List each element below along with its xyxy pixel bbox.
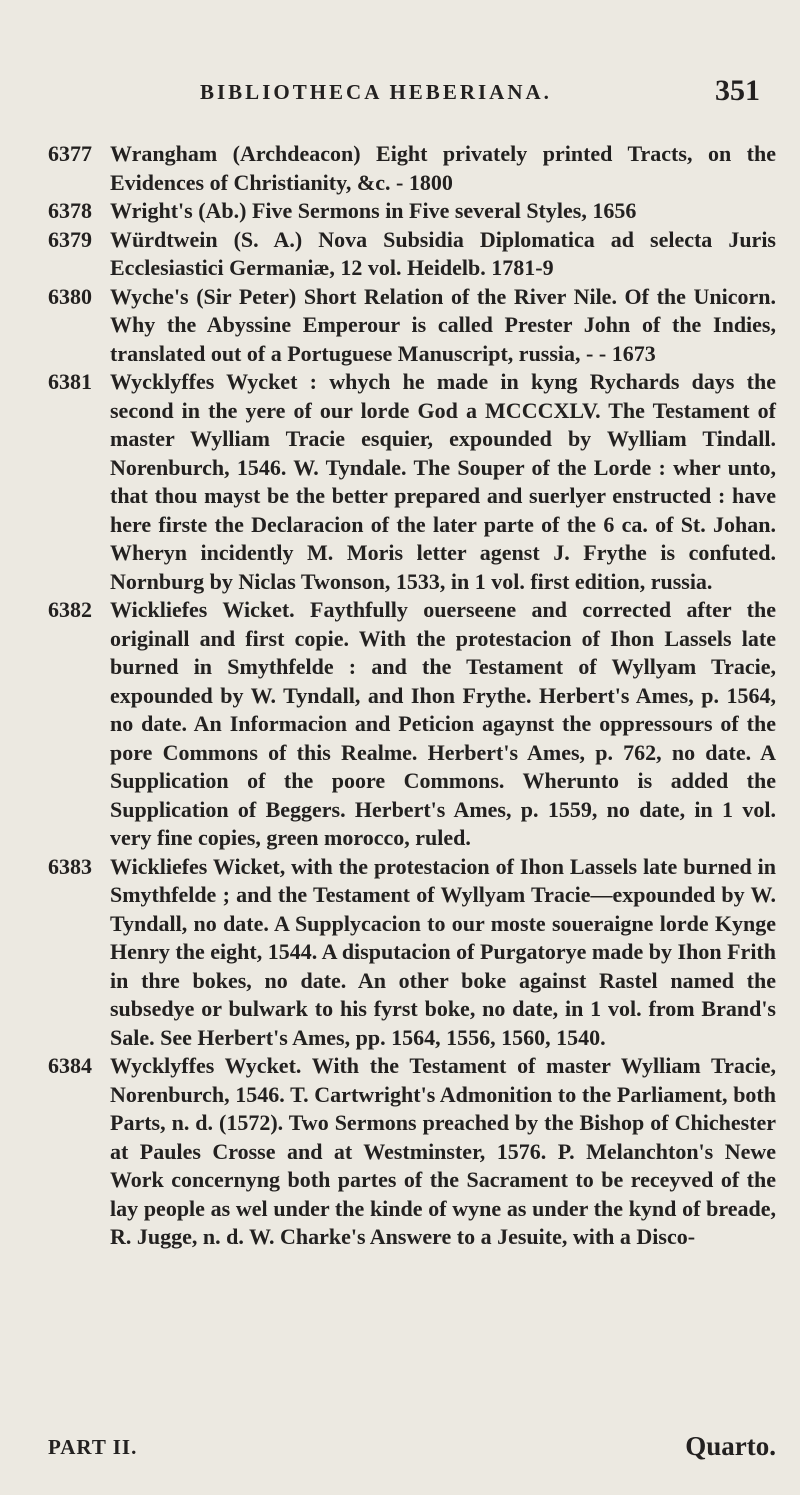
page-footer <box>48 1431 776 1467</box>
catalogue-entry <box>48 596 776 853</box>
entry-text: Wycklyffes Wycket : whych he made in kyng Rychards days the second in the yere of our lorde God a MCCCXLV. The Testament of master Wylliam Tracie esquier, expounded by Wylliam Tindall. Norenburch, 1546. W. Tyndale. The Souper of the Lorde : wher unto, that thou mayst be the better prepared and suerlyer enstructed : have here firste the Declaracion of the later parte of the 6 ca. of St. Johan. Wheryn incidently M. Moris letter agenst J. Frythe is confuted. Nornburg by Niclas Twonson, 1533, in 1 vol. first edition, russia. <box>110 369 776 594</box>
entry-text: Würdtwein (S. A.) Nova Subsidia Diplomatica ad selecta Juris Ecclesiastici Germaniæ, 12 vol. Heidelb. 1781-9 <box>110 226 776 280</box>
entry-number: 6381 <box>48 369 92 394</box>
entry-text: Wyche's (Sir Peter) Short Relation of the River Nile. Of the Unicorn. Why the Abyssine Emperour is called Prester John of the Indies, translated out of a Portuguese Manuscript, russia, - - 1673 <box>110 283 776 366</box>
page-number: 351 <box>715 74 760 107</box>
entry-number: 6378 <box>48 198 92 223</box>
entry-number: 6382 <box>48 597 92 622</box>
catalogue-entry <box>48 853 776 1053</box>
entry-number: 6380 <box>48 283 92 309</box>
running-title: BIBLIOTHECA HEBERIANA. <box>200 80 552 104</box>
entry-number: 6379 <box>48 226 92 252</box>
catchword: Quarto. <box>685 1431 776 1461</box>
catalogue-entry <box>48 140 776 197</box>
signature-mark: PART II. <box>48 1435 138 1459</box>
entry-number: 6384 <box>48 1053 92 1078</box>
catalogue-entry <box>48 368 776 596</box>
catalogue-entry <box>48 197 776 226</box>
catalogue-entry <box>48 1052 776 1252</box>
entry-text: Wrangham (Archdeacon) Eight privately printed Tracts, on the Evidences of Christianity, &c. - 1800 <box>110 141 776 195</box>
entry-text: Wycklyffes Wycket. With the Testament of master Wylliam Tracie, Norenburch, 1546. T. Cartwright's Admonition to the Parliament, both Parts, n. d. (1572). Two Sermons preached by the Bishop of Chichester at Paules Crosse and at Westminster, 1576. P. Melanchton's Newe Work concernyng both partes of the Sacrament to be receyved of the lay people as wel under the kinde of wyne as under the kynd of breade, R. Jugge, n. d. W. Charke's Answere to a Jesuite, with a Disco- <box>110 1053 776 1249</box>
entry-number: 6383 <box>48 853 92 879</box>
entry-number: 6377 <box>48 141 92 166</box>
catalogue-entry <box>48 226 776 283</box>
catalogue-entries <box>48 140 776 1252</box>
page-header <box>0 74 800 114</box>
catalogue-entry <box>48 283 776 369</box>
entry-text: Wickliefes Wicket, with the protestacion of Ihon Lassels late burned in Smythfelde ; and the Testament of Wyllyam Tracie—expounded by W. Tyndall, no date. A Supplycacion to our moste soueraigne lorde Kynge Henry the eight, 1544. A disputacion of Purgatorye made by Ihon Frith in thre bokes, no date. An other boke against Rastel named the subsedye or bulwark to his fyrst boke, no date, in 1 vol. from Brand's Sale. See Herbert's Ames, pp. 1564, 1556, 1560, 1540. <box>110 853 776 1050</box>
entry-text: Wright's (Ab.) Five Sermons in Five several Styles, 1656 <box>110 198 637 223</box>
entry-text: Wickliefes Wicket. Faythfully ouerseene and corrected after the originall and first copie. With the protestacion of Ihon Lassels late burned in Smythfelde : and the Testament of Wyllyam Tracie, expounded by W. Tyndall, and Ihon Frythe. Herbert's Ames, p. 1564, no date. An Informacion and Peticion agaynst the oppressours of the pore Commons of this Realme. Herbert's Ames, p. 762, no date. A Supplication of the poore Commons. Wherunto is added the Supplication of Beggers. Herbert's Ames, p. 1559, no date, in 1 vol. very fine copies, green morocco, ruled. <box>110 597 776 850</box>
